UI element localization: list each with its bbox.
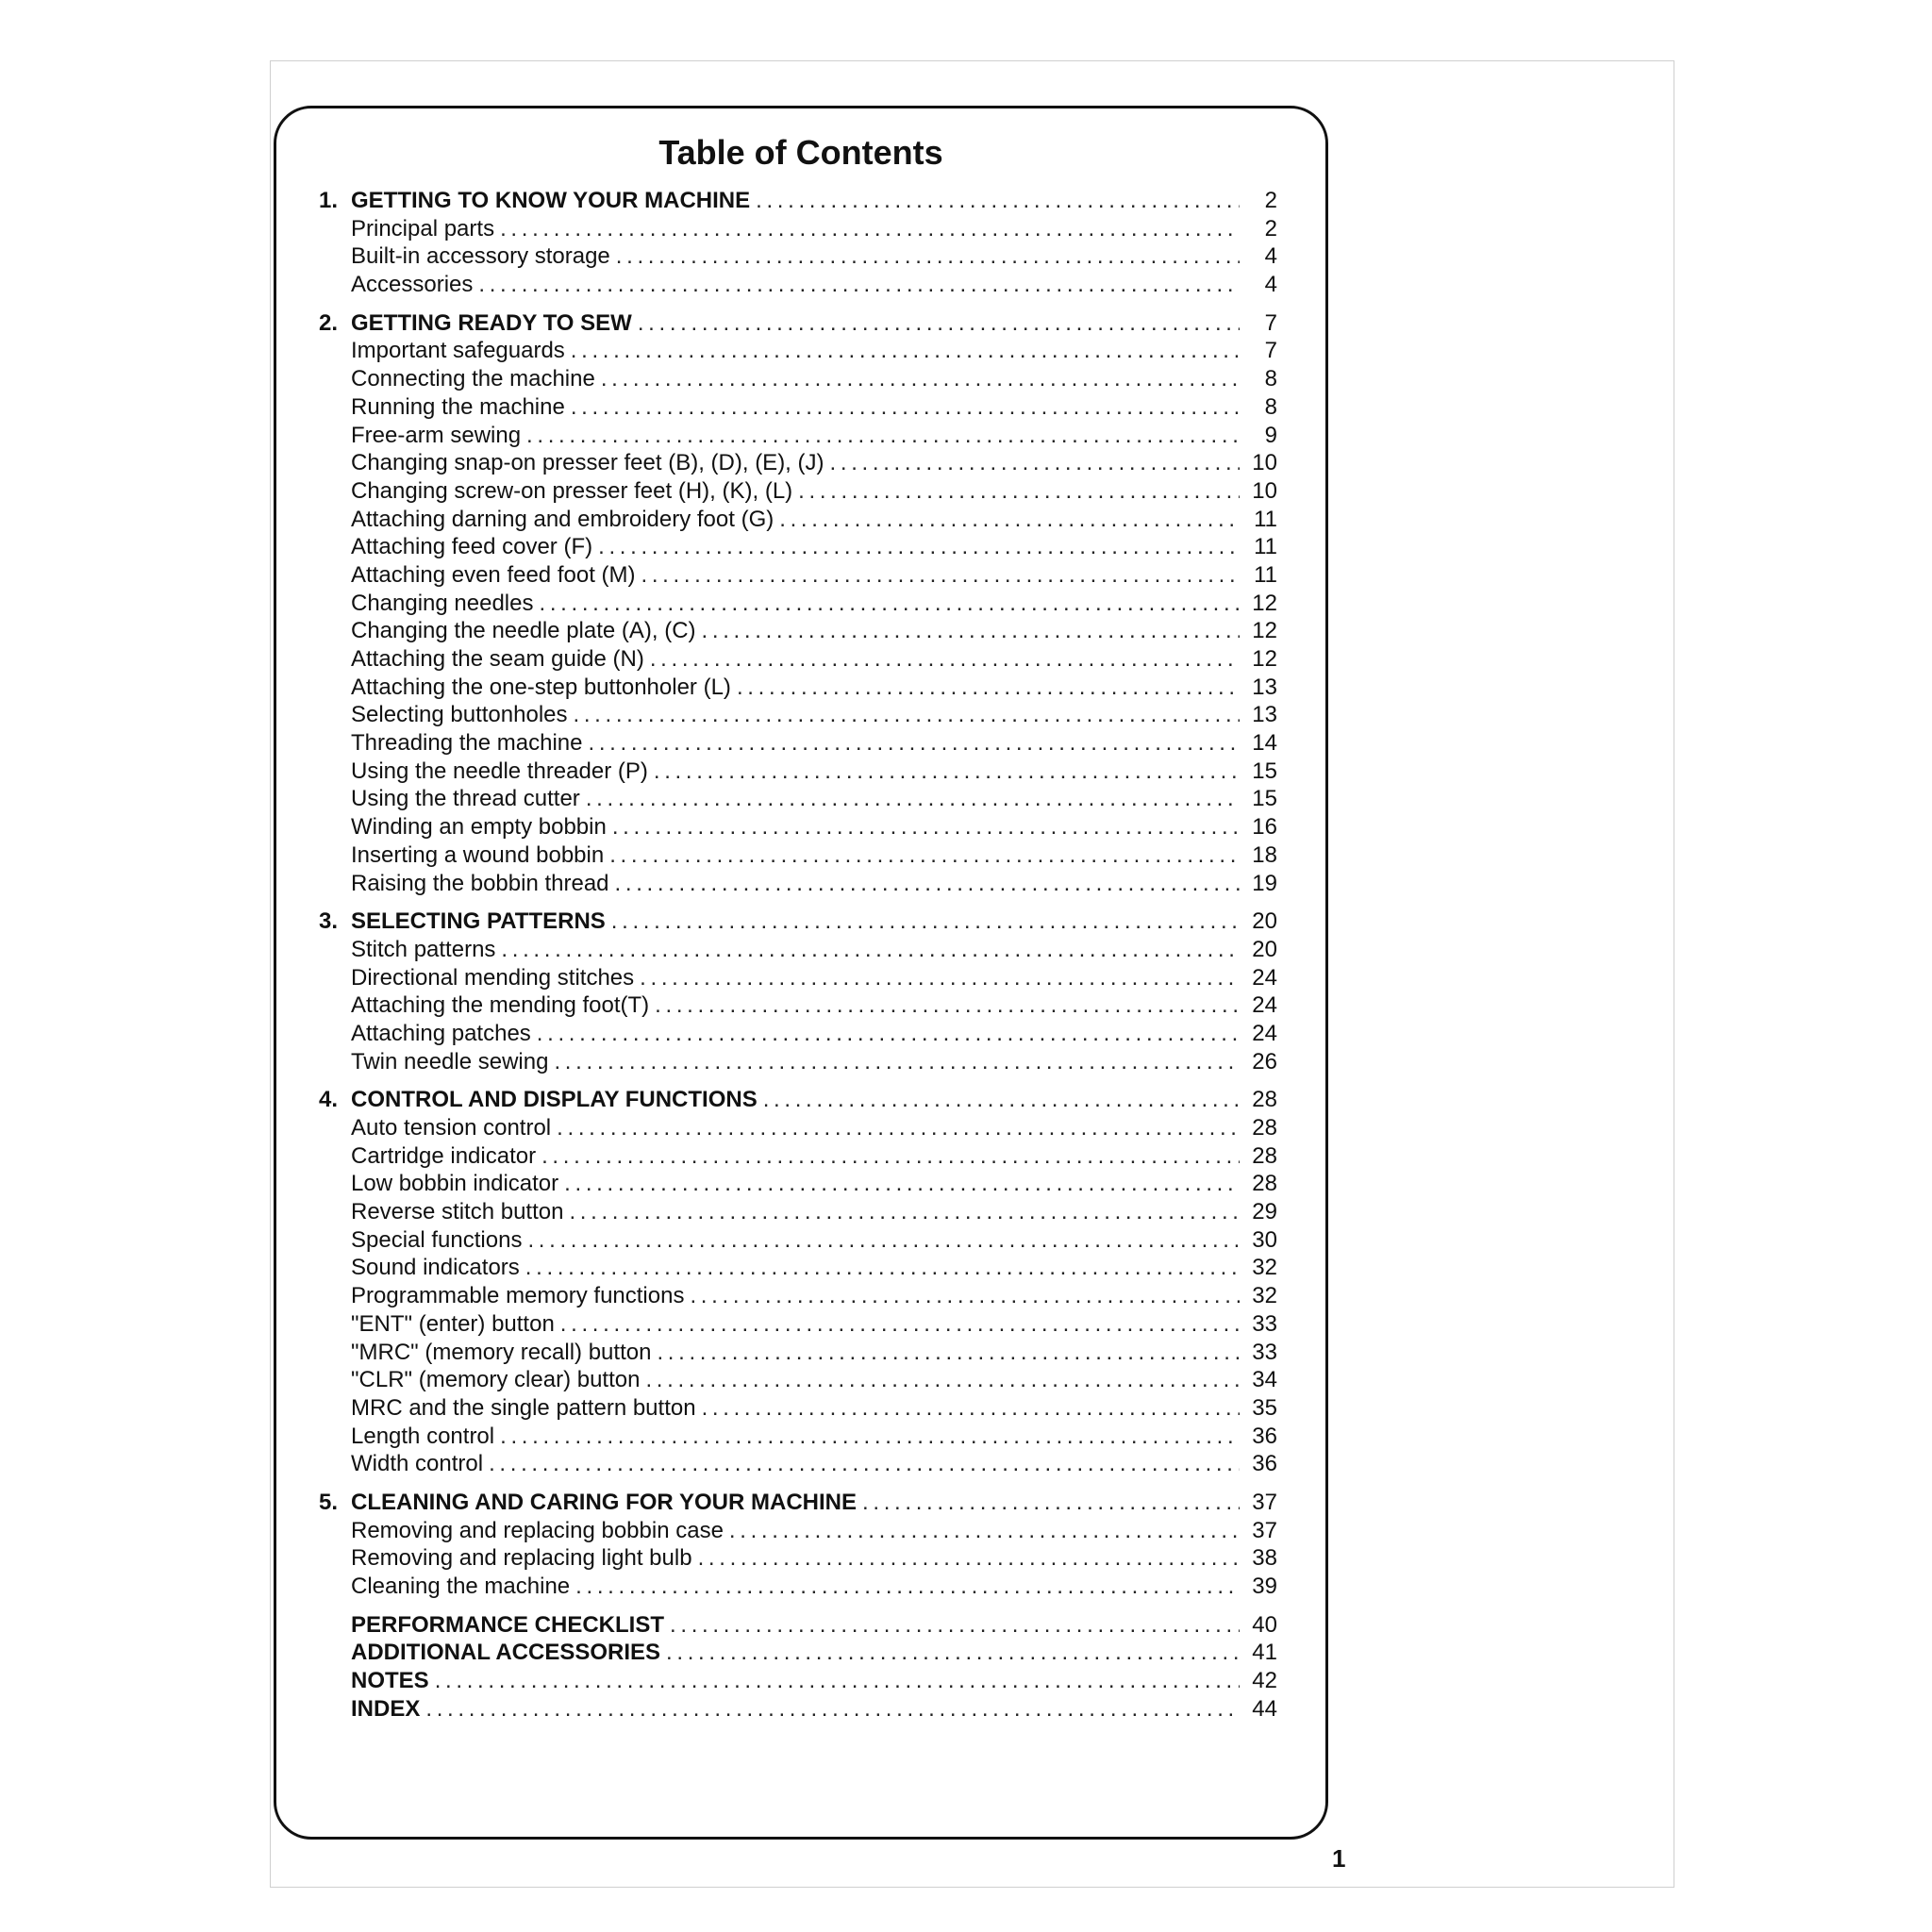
dot-leader — [598, 533, 1240, 561]
entry-label: Directional mending stitches — [351, 964, 635, 991]
toc-entry — [319, 1282, 1277, 1310]
toc-appendix — [319, 1611, 1277, 1724]
dot-leader — [575, 1573, 1240, 1601]
toc-entry — [319, 758, 1277, 786]
entry-page: 18 — [1252, 841, 1277, 868]
entry-label: Attaching darning and embroidery foot (G) — [351, 506, 774, 532]
entry-page: 30 — [1252, 1226, 1277, 1253]
entry-label: SELECTING PATTERNS — [351, 908, 606, 935]
toc-entry — [319, 701, 1277, 729]
entry-label: NOTES — [351, 1668, 429, 1694]
entry-label: Principal parts — [351, 215, 495, 242]
entry-page: 32 — [1252, 1255, 1277, 1281]
dot-leader — [489, 1450, 1240, 1478]
appendix-entry — [319, 1639, 1277, 1667]
dot-leader — [657, 1339, 1240, 1367]
toc-entry — [319, 365, 1277, 393]
entry-page: 19 — [1252, 870, 1277, 896]
entry-label: Removing and replacing bobbin case — [351, 1517, 724, 1543]
toc-entry — [319, 964, 1277, 992]
entry-label: Programmable memory functions — [351, 1283, 685, 1309]
section-number: 5. — [319, 1489, 339, 1515]
toc-entry — [319, 242, 1277, 271]
dot-leader — [500, 215, 1240, 243]
toc-entry — [319, 477, 1277, 506]
entry-label: CONTROL AND DISPLAY FUNCTIONS — [351, 1087, 758, 1113]
entry-label: Attaching the mending foot(T) — [351, 992, 650, 1019]
dot-leader — [779, 506, 1240, 534]
dot-leader — [571, 393, 1240, 422]
toc-entry — [319, 1366, 1277, 1394]
toc-entry — [319, 617, 1277, 645]
page-title: Table of Contents — [658, 133, 943, 172]
toc-entry — [319, 813, 1277, 841]
toc-entry — [319, 785, 1277, 813]
entry-page: 33 — [1252, 1310, 1277, 1337]
dot-leader — [601, 365, 1240, 393]
dot-leader — [798, 477, 1240, 506]
entry-label: Important safeguards — [351, 338, 565, 364]
toc-entry — [319, 1423, 1277, 1451]
toc-section — [319, 309, 1277, 897]
toc-entry — [319, 506, 1277, 534]
toc-entry — [319, 449, 1277, 477]
dot-leader — [557, 1114, 1240, 1142]
dot-leader — [609, 841, 1240, 870]
entry-page: 9 — [1264, 422, 1277, 448]
entry-label: Selecting buttonholes — [351, 702, 568, 728]
toc-entry — [319, 645, 1277, 674]
entry-page: 37 — [1252, 1489, 1277, 1515]
entry-page: 13 — [1252, 702, 1277, 728]
dot-leader — [540, 590, 1241, 618]
section-heading — [319, 1086, 1277, 1114]
section-heading — [319, 1489, 1277, 1517]
toc-entry — [319, 936, 1277, 964]
toc-entry — [319, 337, 1277, 365]
dot-leader — [500, 1423, 1240, 1451]
entry-page: 33 — [1252, 1339, 1277, 1365]
entry-page: 41 — [1252, 1640, 1277, 1666]
entry-label: Auto tension control — [351, 1115, 552, 1141]
toc-entry — [319, 870, 1277, 898]
appendix-entry — [319, 1667, 1277, 1695]
entry-page: 28 — [1252, 1142, 1277, 1169]
toc-entry — [319, 1394, 1277, 1423]
entry-label: CLEANING AND CARING FOR YOUR MACHINE — [351, 1489, 858, 1515]
entry-label: GETTING TO KNOW YOUR MACHINE — [351, 188, 751, 213]
toc-entry — [319, 393, 1277, 422]
entry-page: 40 — [1252, 1611, 1277, 1638]
dot-leader — [640, 964, 1240, 992]
dot-leader — [702, 617, 1240, 645]
entry-page: 2 — [1264, 188, 1277, 213]
toc-entry — [319, 1198, 1277, 1226]
entry-page: 34 — [1252, 1367, 1277, 1393]
entry-label: Free-arm sewing — [351, 422, 522, 448]
toc-entry — [319, 841, 1277, 870]
entry-page: 8 — [1264, 393, 1277, 420]
toc-entry — [319, 1114, 1277, 1142]
toc-entry — [319, 1170, 1277, 1198]
entry-label: Width control — [351, 1451, 484, 1477]
entry-page: 20 — [1252, 908, 1277, 935]
dot-leader — [650, 645, 1240, 674]
toc-entry — [319, 422, 1277, 450]
dot-leader — [670, 1611, 1240, 1640]
dot-leader — [655, 991, 1240, 1020]
entry-page: 28 — [1252, 1171, 1277, 1197]
entry-label: Built-in accessory storage — [351, 243, 610, 270]
toc-entry — [319, 1573, 1277, 1601]
dot-leader — [537, 1020, 1240, 1048]
toc-entry — [319, 215, 1277, 243]
entry-label: Raising the bobbin thread — [351, 870, 609, 896]
toc-entry — [319, 674, 1277, 702]
section-heading — [319, 309, 1277, 338]
entry-page: 28 — [1252, 1115, 1277, 1141]
section-heading — [319, 908, 1277, 936]
entry-label: Stitch patterns — [351, 936, 496, 962]
entry-page: 16 — [1252, 814, 1277, 841]
toc-entry — [319, 590, 1277, 618]
toc-entry — [319, 1339, 1277, 1367]
entry-label: Running the machine — [351, 393, 565, 420]
entry-page: 4 — [1264, 272, 1277, 298]
entry-label: Attaching feed cover (F) — [351, 534, 593, 560]
dot-leader — [554, 1048, 1240, 1076]
entry-label: Removing and replacing light bulb — [351, 1545, 692, 1572]
dot-leader — [501, 936, 1240, 964]
toc-section — [319, 908, 1277, 1075]
dot-leader — [478, 271, 1240, 299]
entry-label: Low bobbin indicator — [351, 1171, 559, 1197]
entry-label: GETTING READY TO SEW — [351, 309, 632, 336]
entry-label: Sound indicators — [351, 1255, 520, 1281]
section-number: 2. — [319, 309, 339, 336]
toc-entry — [319, 1254, 1277, 1282]
toc-entry — [319, 991, 1277, 1020]
dot-leader — [638, 309, 1240, 338]
entry-page: 42 — [1252, 1668, 1277, 1694]
entry-page: 32 — [1252, 1283, 1277, 1309]
entry-page: 37 — [1252, 1517, 1277, 1543]
section-number: 4. — [319, 1087, 339, 1113]
dot-leader — [616, 242, 1240, 271]
entry-label: MRC and the single pattern button — [351, 1394, 696, 1421]
section-heading — [319, 187, 1277, 215]
dot-leader — [654, 758, 1240, 786]
entry-page: 13 — [1252, 674, 1277, 700]
appendix-entry — [319, 1611, 1277, 1640]
entry-label: ADDITIONAL ACCESSORIES — [351, 1640, 661, 1666]
dot-leader — [645, 1366, 1240, 1394]
entry-label: Special functions — [351, 1226, 523, 1253]
entry-label: "ENT" (enter) button — [351, 1310, 555, 1337]
entry-label: Winding an empty bobbin — [351, 814, 607, 841]
entry-label: Reverse stitch button — [351, 1199, 564, 1225]
toc-entry — [319, 1517, 1277, 1545]
entry-label: Twin needle sewing — [351, 1048, 549, 1074]
entry-page: 44 — [1252, 1695, 1277, 1722]
dot-leader — [763, 1086, 1240, 1114]
dot-leader — [564, 1170, 1240, 1198]
dot-leader — [666, 1639, 1240, 1667]
entry-label: Accessories — [351, 272, 474, 298]
entry-page: 36 — [1252, 1451, 1277, 1477]
entry-label: Threading the machine — [351, 730, 583, 757]
toc-entry — [319, 1020, 1277, 1048]
toc-entry — [319, 1048, 1277, 1076]
dot-leader — [698, 1544, 1240, 1573]
entry-label: Length control — [351, 1423, 495, 1449]
entry-label: Changing screw-on presser feet (H), (K), (L) — [351, 477, 793, 504]
toc-entry — [319, 271, 1277, 299]
entry-label: Inserting a wound bobbin — [351, 841, 605, 868]
entry-label: Cartridge indicator — [351, 1142, 537, 1169]
entry-page: 10 — [1252, 477, 1277, 504]
section-number: 3. — [319, 908, 339, 935]
dot-leader — [586, 785, 1240, 813]
entry-page: 12 — [1252, 646, 1277, 672]
entry-label: PERFORMANCE CHECKLIST — [351, 1611, 665, 1638]
entry-label: INDEX — [351, 1695, 421, 1722]
entry-label: Using the thread cutter — [351, 786, 580, 812]
dot-leader — [702, 1394, 1240, 1423]
entry-page: 7 — [1264, 309, 1277, 336]
entry-label: Changing the needle plate (A), (C) — [351, 618, 696, 644]
dot-leader — [612, 813, 1240, 841]
entry-page: 7 — [1264, 338, 1277, 364]
toc-entry — [319, 1544, 1277, 1573]
toc-entry — [319, 561, 1277, 590]
toc-entry — [319, 533, 1277, 561]
entry-page: 39 — [1252, 1574, 1277, 1599]
section-number: 1. — [319, 188, 339, 213]
dot-leader — [729, 1517, 1240, 1545]
entry-page: 24 — [1252, 992, 1277, 1019]
dot-leader — [541, 1142, 1240, 1171]
dot-leader — [756, 187, 1240, 215]
entry-page: 28 — [1252, 1087, 1277, 1113]
dot-leader — [615, 870, 1240, 898]
entry-page: 11 — [1254, 506, 1277, 532]
entry-page: 24 — [1252, 1020, 1277, 1046]
dot-leader — [525, 1254, 1240, 1282]
dot-leader — [830, 449, 1240, 477]
entry-page: 14 — [1252, 730, 1277, 757]
appendix-entry — [319, 1695, 1277, 1724]
entry-page: 24 — [1252, 964, 1277, 991]
page-number: 1 — [1332, 1844, 1346, 1873]
dot-leader — [425, 1695, 1240, 1724]
entry-page: 2 — [1264, 215, 1277, 242]
entry-page: 12 — [1252, 618, 1277, 644]
entry-label: Changing snap-on presser feet (B), (D), (E), (J) — [351, 450, 824, 476]
dot-leader — [527, 1226, 1240, 1255]
entry-page: 35 — [1252, 1394, 1277, 1421]
entry-page: 38 — [1252, 1545, 1277, 1572]
entry-page: 11 — [1254, 534, 1277, 560]
entry-page: 8 — [1264, 366, 1277, 392]
toc-section — [319, 1489, 1277, 1601]
toc-section — [319, 187, 1277, 299]
dot-leader — [569, 1198, 1240, 1226]
entry-page: 36 — [1252, 1423, 1277, 1449]
entry-label: Attaching the one-step buttonholer (L) — [351, 674, 731, 700]
entry-label: Cleaning the machine — [351, 1574, 571, 1599]
entry-page: 26 — [1252, 1048, 1277, 1074]
entry-label: Using the needle threader (P) — [351, 758, 648, 784]
entry-label: Attaching even feed foot (M) — [351, 561, 636, 588]
entry-page: 10 — [1252, 450, 1277, 476]
toc-entry — [319, 1142, 1277, 1171]
entry-page: 12 — [1252, 590, 1277, 616]
dot-leader — [571, 337, 1240, 365]
dot-leader — [737, 674, 1240, 702]
dot-leader — [611, 908, 1240, 936]
entry-page: 11 — [1254, 561, 1277, 588]
entry-label: Attaching the seam guide (N) — [351, 646, 644, 672]
entry-page: 29 — [1252, 1199, 1277, 1225]
dot-leader — [574, 701, 1241, 729]
entry-label: "CLR" (memory clear) button — [351, 1367, 641, 1393]
entry-page: 15 — [1252, 758, 1277, 784]
dot-leader — [862, 1489, 1240, 1517]
entry-label: Attaching patches — [351, 1020, 531, 1046]
dot-leader — [435, 1667, 1240, 1695]
dot-leader — [560, 1310, 1240, 1339]
toc-entry — [319, 1310, 1277, 1339]
dot-leader — [588, 729, 1240, 758]
dot-leader — [690, 1282, 1240, 1310]
dot-leader — [526, 422, 1240, 450]
entry-page: 15 — [1252, 786, 1277, 812]
table-of-contents — [319, 187, 1277, 1723]
entry-label: Connecting the machine — [351, 366, 595, 392]
entry-label: "MRC" (memory recall) button — [351, 1339, 652, 1365]
entry-page: 20 — [1252, 936, 1277, 962]
toc-entry — [319, 1450, 1277, 1478]
toc-entry — [319, 729, 1277, 758]
dot-leader — [641, 561, 1241, 590]
entry-label: Changing needles — [351, 590, 534, 616]
toc-section — [319, 1086, 1277, 1478]
toc-entry — [319, 1226, 1277, 1255]
entry-page: 4 — [1264, 243, 1277, 270]
